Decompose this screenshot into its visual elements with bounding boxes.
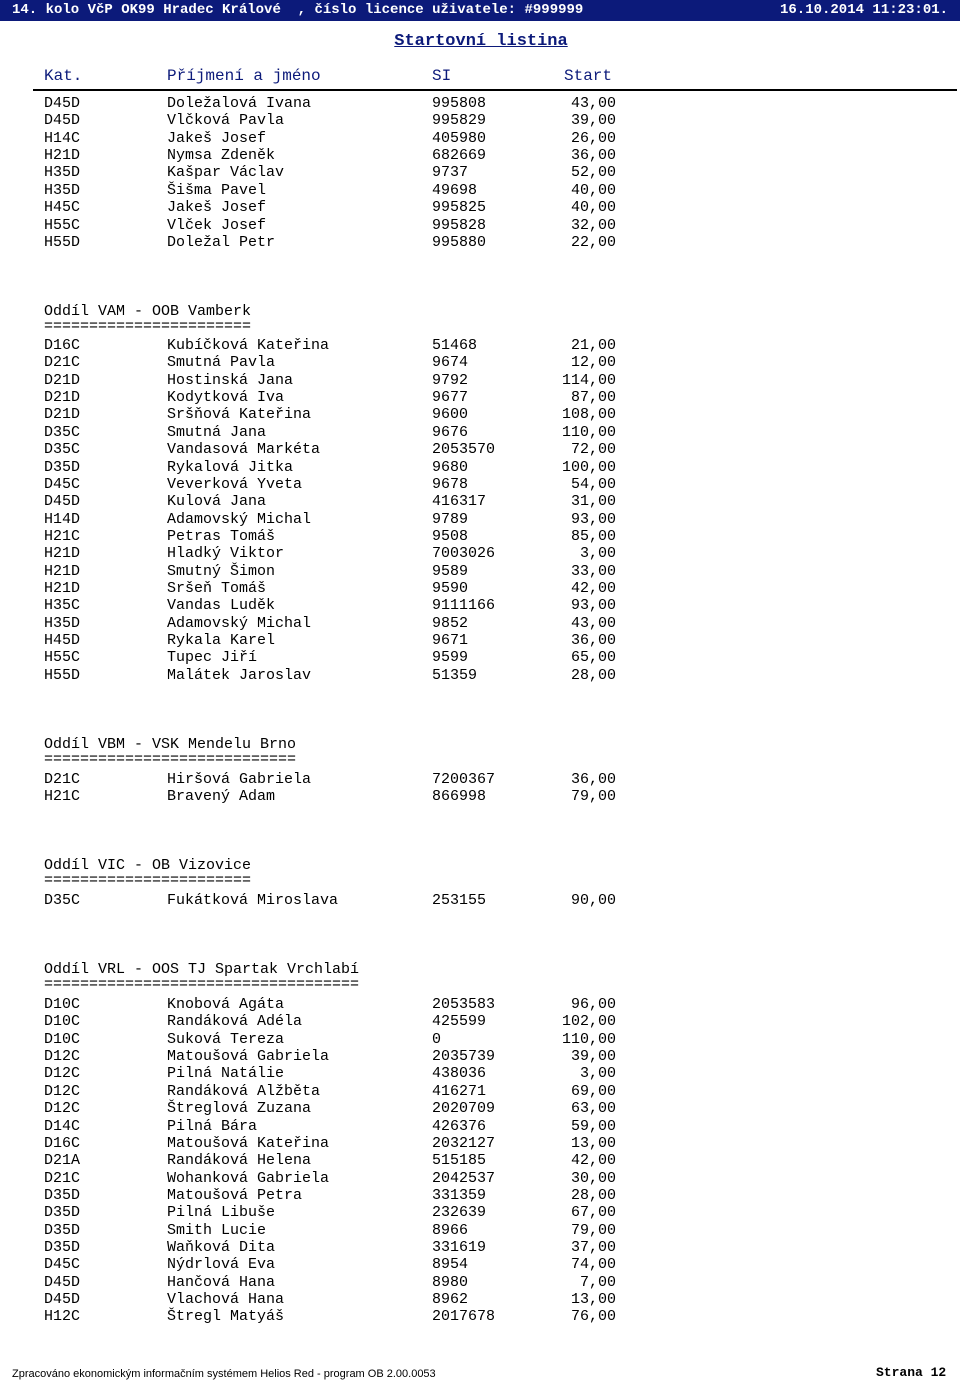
entry-category: D35D [44,458,81,476]
entry-name: Randáková Alžběta [167,1082,321,1100]
entry-start-time: 52,00 [570,164,616,182]
entry-start-time: 28,00 [570,1186,616,1204]
entry-name: Vandas Luděk [167,597,276,615]
entry-start-time: 69,00 [570,1082,616,1100]
entry-category: H55D [44,666,81,684]
entry-start-time: 87,00 [570,389,616,407]
entry-row [0,1135,960,1152]
club-heading: Oddíl VIC - OB Vizovice [44,857,252,874]
entry-category: D45D [44,1291,81,1308]
club-heading-underline: =================================== [44,976,360,993]
entry-category: D21C [44,771,81,788]
entry-name: Vlachová Hana [167,1291,285,1308]
entry-name: Nýdrlová Eva [167,1256,276,1274]
entry-category: H21D [44,579,81,597]
entry-si-number: 2020709 [432,1100,496,1118]
entry-si-number: 9590 [432,579,469,597]
entry-start-time: 93,00 [570,597,616,615]
entry-start-time: 72,00 [570,441,616,459]
entry-row [0,406,960,423]
entry-start-time: 39,00 [570,112,616,130]
entry-category: H12C [44,1308,81,1326]
entry-category: H55C [44,649,81,667]
entry-si-number: 51359 [432,666,478,684]
entry-row [0,1274,960,1291]
column-header-start: Start [564,67,613,85]
column-header [0,67,960,85]
entry-name: Randáková Adéla [167,1013,303,1031]
entry-row [0,892,960,909]
entry-name: Pilná Libuše [167,1204,276,1222]
entry-name: Tupec Jiří [167,649,258,667]
entry-si-number: 425599 [432,1013,487,1031]
footer-software-note: Zpracováno ekonomickým informačním systémem Helios Red - program OB 2.00.0053 [12,1368,436,1380]
entry-category: D21C [44,354,81,372]
entry-si-number: 416271 [432,1082,487,1100]
entry-start-time: 13,00 [570,1134,616,1152]
entry-name: Sršňová Kateřina [167,406,312,424]
entry-start-time: 12,00 [570,354,616,372]
entry-row [0,112,960,129]
entry-category: D45C [44,1256,81,1274]
entry-si-number: 995825 [432,199,487,217]
entry-si-number: 9111166 [432,597,496,615]
entry-name: Veverková Yveta [167,475,303,493]
entry-si-number: 9508 [432,527,469,545]
entry-category: H45C [44,199,81,217]
entry-start-time: 33,00 [570,562,616,580]
entry-si-number: 9600 [432,406,469,424]
entry-si-number: 8980 [432,1273,469,1291]
entry-start-time: 114,00 [561,371,616,389]
entry-row [0,1170,960,1187]
entry-name: Adamovský Michal [167,510,312,528]
entry-row [0,337,960,354]
entry-start-time: 79,00 [570,788,616,806]
entry-start-time: 65,00 [570,649,616,667]
entry-start-time: 63,00 [570,1100,616,1118]
entry-name: Doležalová Ivana [167,95,312,112]
entry-si-number: 49698 [432,181,478,199]
entry-start-time: 7,00 [579,1273,616,1291]
entry-row [0,771,960,788]
entry-row [0,1187,960,1204]
entry-row [0,372,960,389]
entry-category: D45D [44,1273,81,1291]
entry-start-time: 43,00 [570,614,616,632]
entry-row [0,528,960,545]
entry-row [0,597,960,614]
entry-row [0,1239,960,1256]
entry-start-time: 40,00 [570,199,616,217]
entry-si-number: 9589 [432,562,469,580]
entry-name: Fukátková Miroslava [167,892,339,909]
entry-si-number: 9678 [432,475,469,493]
entry-category: D21A [44,1152,81,1170]
entry-start-time: 76,00 [570,1308,616,1326]
entry-row [0,1204,960,1221]
entry-category: H21C [44,788,81,806]
entry-category: D10C [44,1013,81,1031]
entry-start-time: 36,00 [570,147,616,165]
entry-category: D21D [44,406,81,424]
entry-name: Pilná Natálie [167,1065,285,1083]
entry-start-time: 3,00 [579,545,616,563]
entry-category: H21D [44,545,81,563]
page-title: Startovní listina [394,32,568,51]
entry-name: Sršeň Tomáš [167,579,267,597]
entry-category: D35C [44,892,81,909]
entry-name: Wohanková Gabriela [167,1169,330,1187]
entry-start-time: 110,00 [561,1030,616,1048]
entry-name: Smutná Jana [167,423,267,441]
club-heading: Oddíl VBM - VSK Mendelu Brno [44,736,297,753]
entry-name: Knobová Agáta [167,996,285,1013]
entry-start-time: 31,00 [570,493,616,511]
entry-category: H35D [44,164,81,182]
column-header-category: Kat. [44,67,83,85]
entry-category: D16C [44,337,81,354]
entry-si-number: 7200367 [432,771,496,788]
entry-si-number: 253155 [432,892,487,909]
entry-si-number: 7003026 [432,545,496,563]
entry-category: H21C [44,527,81,545]
entry-category: H35C [44,597,81,615]
entry-row [0,1065,960,1082]
entry-row [0,182,960,199]
entry-row [0,580,960,597]
print-datetime: 16.10.2014 11:23:01. [780,2,949,18]
entry-row [0,1308,960,1325]
entry-start-time: 22,00 [570,233,616,251]
entry-si-number: 682669 [432,147,487,165]
entry-name: Štreglová Zuzana [167,1100,312,1118]
entry-category: D12C [44,1065,81,1083]
entry-si-number: 515185 [432,1152,487,1170]
entry-category: H21D [44,147,81,165]
entry-si-number: 2053583 [432,996,496,1013]
entry-start-time: 13,00 [570,1291,616,1308]
entry-start-time: 43,00 [570,95,616,112]
entry-start-time: 28,00 [570,666,616,684]
entry-category: D12C [44,1048,81,1065]
entry-row [0,1100,960,1117]
entry-name: Hančová Hana [167,1273,276,1291]
entry-category: D45C [44,475,81,493]
entry-name: Hladký Viktor [167,545,285,563]
entry-row [0,563,960,580]
entry-start-time: 39,00 [570,1048,616,1065]
entry-row [0,632,960,649]
entry-start-time: 74,00 [570,1256,616,1274]
entry-si-number: 995828 [432,216,487,234]
entry-row [0,649,960,666]
entry-start-time: 110,00 [561,423,616,441]
entry-si-number: 9680 [432,458,469,476]
entry-si-number: 995880 [432,233,487,251]
entry-name: Petras Tomáš [167,527,276,545]
entry-name: Kulová Jana [167,493,267,511]
club-heading: Oddíl VAM - OOB Vamberk [44,303,252,320]
entry-row [0,1048,960,1065]
entry-category: D45D [44,493,81,511]
entry-si-number: 995829 [432,112,487,130]
entry-name: Doležal Petr [167,233,276,251]
entry-row [0,354,960,371]
entry-category: D35D [44,1204,81,1222]
entry-si-number: 9792 [432,371,469,389]
entry-category: H35D [44,614,81,632]
entry-category: D10C [44,996,81,1013]
entry-category: D21D [44,389,81,407]
entry-row [0,493,960,510]
entry-row [0,1291,960,1308]
entry-name: Suková Tereza [167,1030,285,1048]
entry-name: Smith Lucie [167,1221,267,1239]
entry-name: Nymsa Zdeněk [167,147,276,165]
entry-start-time: 42,00 [570,1152,616,1170]
club-heading-underline: ======================= [44,318,252,335]
entry-row [0,441,960,458]
entry-start-time: 32,00 [570,216,616,234]
entry-row [0,667,960,684]
entry-start-time: 30,00 [570,1169,616,1187]
entry-si-number: 416317 [432,493,487,511]
entry-name: Štregl Matyáš [167,1308,285,1326]
entry-row [0,615,960,632]
column-header-si: SI [432,67,452,85]
entry-category: H14C [44,129,81,147]
entry-name: Šišma Pavel [167,181,267,199]
entry-row [0,1013,960,1030]
entry-si-number: 8962 [432,1291,469,1308]
entry-start-time: 108,00 [561,406,616,424]
entry-name: Waňková Dita [167,1238,276,1256]
entry-name: Pilná Bára [167,1117,258,1135]
entry-si-number: 9737 [432,164,469,182]
entry-name: Hiršová Gabriela [167,771,312,788]
entry-category: H55C [44,216,81,234]
entry-category: D35D [44,1238,81,1256]
entry-category: D16C [44,1134,81,1152]
entry-si-number: 9676 [432,423,469,441]
entry-row [0,1083,960,1100]
page-number: Strana 12 [876,1365,947,1380]
entry-category: D14C [44,1117,81,1135]
entry-row [0,545,960,562]
entry-name: Jakeš Josef [167,129,267,147]
entry-row [0,1118,960,1135]
entry-category: D35C [44,423,81,441]
entry-start-time: 42,00 [570,579,616,597]
entry-category: H21D [44,562,81,580]
entry-start-time: 3,00 [579,1065,616,1083]
entry-si-number: 331619 [432,1238,487,1256]
entry-start-time: 36,00 [570,632,616,649]
entry-name: Vlčková Pavla [167,112,285,130]
entry-start-time: 37,00 [570,1238,616,1256]
entry-category: H14D [44,510,81,528]
entry-start-time: 85,00 [570,527,616,545]
club-heading-underline: ======================= [44,872,252,889]
entry-name: Kubíčková Kateřina [167,337,330,354]
club-heading: Oddíl VRL - OOS TJ Spartak Vrchlabí [44,961,360,978]
entry-category: D21D [44,371,81,389]
entry-name: Vlček Josef [167,216,267,234]
entry-name: Matoušová Petra [167,1186,303,1204]
entry-row [0,476,960,493]
entry-si-number: 9677 [432,389,469,407]
entry-row [0,234,960,251]
entry-name: Rykala Karel [167,632,276,649]
entry-row [0,1256,960,1273]
entry-start-time: 100,00 [561,458,616,476]
entry-category: D12C [44,1100,81,1118]
entry-row [0,130,960,147]
entry-start-time: 90,00 [570,892,616,909]
entry-start-time: 102,00 [561,1013,616,1031]
entry-name: Malátek Jaroslav [167,666,312,684]
entry-name: Vandasová Markéta [167,441,321,459]
entry-si-number: 9789 [432,510,469,528]
entry-si-number: 9674 [432,354,469,372]
entry-row [0,217,960,234]
entry-start-time: 36,00 [570,771,616,788]
entry-si-number: 438036 [432,1065,487,1083]
entry-name: Matoušová Gabriela [167,1048,330,1065]
entry-start-time: 21,00 [570,337,616,354]
entry-start-time: 93,00 [570,510,616,528]
entry-si-number: 2017678 [432,1308,496,1326]
entry-si-number: 331359 [432,1186,487,1204]
entry-row [0,996,960,1013]
entry-start-time: 54,00 [570,475,616,493]
entry-start-time: 79,00 [570,1221,616,1239]
entry-si-number: 8966 [432,1221,469,1239]
entry-name: Jakeš Josef [167,199,267,217]
entry-name: Rykalová Jitka [167,458,294,476]
entry-start-time: 59,00 [570,1117,616,1135]
entry-row [0,199,960,216]
entry-si-number: 405980 [432,129,487,147]
entry-category: H55D [44,233,81,251]
entry-si-number: 2032127 [432,1134,496,1152]
entry-si-number: 995808 [432,95,487,112]
entry-category: D10C [44,1030,81,1048]
entry-si-number: 866998 [432,788,487,806]
entry-name: Kašpar Václav [167,164,285,182]
entry-category: D35D [44,1186,81,1204]
entry-si-number: 9852 [432,614,469,632]
entry-row [0,788,960,805]
entry-category: H35D [44,181,81,199]
entry-si-number: 426376 [432,1117,487,1135]
entry-start-time: 96,00 [570,996,616,1013]
entry-row [0,147,960,164]
entry-si-number: 51468 [432,337,478,354]
entry-start-time: 26,00 [570,129,616,147]
entry-category: H45D [44,632,81,649]
entry-start-time: 40,00 [570,181,616,199]
entry-category: D12C [44,1082,81,1100]
header-rule [33,89,957,91]
entry-row [0,389,960,406]
entry-row [0,511,960,528]
entry-row [0,164,960,181]
entry-si-number: 8954 [432,1256,469,1274]
entry-name: Adamovský Michal [167,614,312,632]
entry-si-number: 2042537 [432,1169,496,1187]
entry-row [0,1031,960,1048]
entry-name: Randáková Helena [167,1152,312,1170]
entry-si-number: 2035739 [432,1048,496,1065]
entry-row [0,95,960,112]
entry-name: Kodytková Iva [167,389,285,407]
entry-si-number: 0 [432,1030,442,1048]
entry-row [0,459,960,476]
column-header-name: Příjmení a jméno [167,67,321,85]
entry-category: D21C [44,1169,81,1187]
entry-name: Hostinská Jana [167,371,294,389]
entry-si-number: 9599 [432,649,469,667]
entry-row [0,1222,960,1239]
report-header-bar [0,0,960,21]
entry-si-number: 232639 [432,1204,487,1222]
entry-name: Smutná Pavla [167,354,276,372]
entry-name: Matoušová Kateřina [167,1134,330,1152]
entry-category: D45D [44,112,81,130]
entry-category: D45D [44,95,81,112]
entry-category: D35D [44,1221,81,1239]
event-license-text: 14. kolo VčP OK99 Hradec Králové , číslo licence uživatele: #999999 [12,2,584,18]
entry-row [0,424,960,441]
entry-row [0,1152,960,1169]
entry-category: D35C [44,441,81,459]
entry-start-time: 67,00 [570,1204,616,1222]
entry-si-number: 9671 [432,632,469,649]
entry-si-number: 2053570 [432,441,496,459]
entry-name: Bravený Adam [167,788,276,806]
club-heading-underline: ============================ [44,751,297,768]
entry-name: Smutný Šimon [167,562,276,580]
